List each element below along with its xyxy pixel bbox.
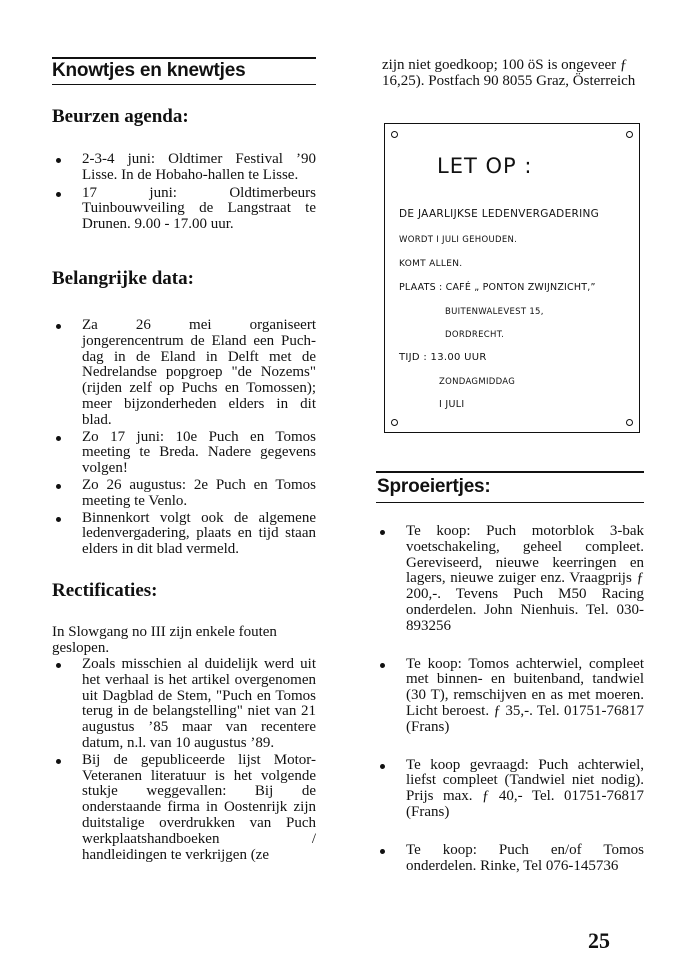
continuation-text: zijn niet goedkoop; 100 öS is ongeveer ƒ 16,25). Postfach 90 8055 Graz, Österreich: [382, 57, 636, 89]
list-item: Te koop: Puch en/of Tomos onderdelen. Rinke, Tel 076-145736: [376, 843, 644, 875]
list-item: Zo 26 augustus: 2e Puch en Tomos meeting te Venlo.: [52, 478, 316, 510]
data-list: [52, 318, 316, 558]
notice-line: DE JAARLIJKSE LEDENVERGADERING: [399, 208, 600, 220]
notice-line: TIJD : 13.00 UUR: [399, 352, 487, 363]
data-heading: Belangrijke data:: [52, 268, 194, 289]
notice-line: I JULI: [439, 399, 465, 410]
section-rule-bottom: [376, 502, 644, 503]
rectificaties-heading: Rectificaties:: [52, 580, 158, 601]
bullet-icon: [56, 192, 61, 197]
notice-line: BUITENWALEVEST 15,: [445, 307, 544, 317]
list-item: Zo 17 juni: 10e Puch en Tomos meeting te Breda. Nadere gegevens volgen!: [52, 430, 316, 477]
list-item: 2-3-4 juni: Oldtimer Festival ’90 Lisse. In de Hobaho-hallen te Lisse.: [52, 152, 316, 184]
bullet-icon: [380, 764, 385, 769]
bullet-icon: [56, 436, 61, 441]
beurzen-heading: Beurzen agenda:: [52, 106, 189, 127]
notice-line: KOMT ALLEN.: [399, 259, 463, 269]
bullet-icon: [56, 517, 61, 522]
bullet-icon: [380, 849, 385, 854]
pin-icon: [391, 131, 398, 138]
sproeiertjes-list: [376, 524, 644, 874]
bullet-icon: [380, 530, 385, 535]
notice-line: ZONDAGMIDDAG: [439, 377, 516, 387]
bullet-icon: [56, 484, 61, 489]
bullet-icon: [380, 663, 385, 668]
pin-icon: [391, 419, 398, 426]
list-item: Binnenkort volgt ook de algemene ledenvergadering, plaats en tijd staan elders in dit blad vermeld.: [52, 511, 316, 558]
notice-title: LET OP :: [437, 154, 533, 178]
page-number: 25: [588, 928, 610, 953]
section-title-knowtjes: Knowtjes en knewtjes: [52, 60, 246, 81]
section-rule-top: [52, 57, 316, 59]
section-title-sproeiertjes: Sproeiertjes:: [377, 476, 491, 497]
rectificaties-intro: In Slowgang no III zijn enkele fouten geslopen.: [52, 624, 277, 656]
list-item: Te koop gevraagd: Puch achterwiel, liefst compleet (Tandwiel niet nodig). Prijs max. ƒ 40,- Tel. 01751-76817 (Frans): [376, 758, 644, 821]
bullet-icon: [56, 759, 61, 764]
list-item: Te koop: Puch motorblok 3-bak voetschakeling, geheel compleet. Gereviseerd, nieuwe keerringen en lagers, nieuwe zuiger enz. Vraagprijs ƒ 200,-. Tevens Puch M50 Racing onderdelen. John Nienhuis. Tel. 030-893256: [376, 524, 644, 635]
section-rule-bottom: [52, 84, 316, 85]
bullet-icon: [56, 324, 61, 329]
list-item: Bij de gepubliceerde lijst Motor-Veteranen literatuur is het volgende stukje weggevallen: Bij de onderstaande firma in Oostenrijk zijn duitstalige overdrukken van Puch werkplaatshandboeken / handleidingen te verkrijgen (ze: [52, 753, 316, 864]
list-item: 17 juni: Oldtimerbeurs Tuinbouwveiling de Langstraat te Drunen. 9.00 - 17.00 uur.: [52, 186, 316, 233]
list-item: Zoals misschien al duidelijk werd uit het verhaal is het artikel overgenomen uit Dagblad de Stem, "Puch en Tomos terug in de belangstelling" niet van 21 augustus ’85 maar van recentere datum, n.l. van 10 augustus ’89.: [52, 657, 316, 752]
notice-line: PLAATS : CAFÉ „ PONTON ZWIJNZICHT,”: [399, 282, 596, 293]
list-item: Za 26 mei organiseert jongerencentrum de Eland een Puch-dag in de Eland in Delft met de Nedrelandse popgroep "de Nozems" (rijden zelf op Puchs en Tomossen); meer bijzonderheden elders in dit blad.: [52, 318, 316, 429]
notice-board: [384, 123, 640, 433]
list-item: Te koop: Tomos achterwiel, compleet met binnen- en buitenband, tandwiel (30 T), remschijven en as met moeren. Licht beroest. ƒ 35,-. Tel. 01751-76817 (Frans): [376, 657, 644, 736]
pin-icon: [626, 419, 633, 426]
bullet-icon: [56, 663, 61, 668]
notice-line: WORDT I JULI GEHOUDEN.: [399, 235, 518, 245]
beurzen-list: [52, 152, 316, 233]
bullet-icon: [56, 158, 61, 163]
section-rule-top: [376, 471, 644, 473]
rectificaties-list: [52, 657, 316, 863]
pin-icon: [626, 131, 633, 138]
notice-line: DORDRECHT.: [445, 330, 505, 340]
